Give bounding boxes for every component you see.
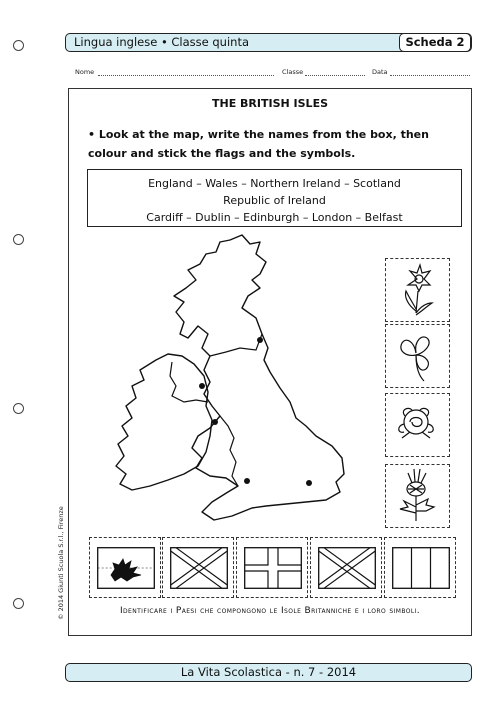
word-box-line: Cardiff – Dublin – Edinburgh – London – Belfast — [146, 211, 403, 224]
tricolour-flag-icon — [392, 547, 450, 589]
footer-banner: La Vita Scolastica - n. 7 - 2014 — [65, 663, 472, 682]
rose-icon — [386, 394, 448, 456]
saltire-flag-icon — [170, 547, 228, 589]
name-field[interactable] — [98, 75, 274, 76]
flag-cell[interactable] — [89, 537, 161, 598]
caption-text: Identificare i Paesi che compongono le Isole Britanniche e i loro simboli. — [119, 606, 421, 616]
copyright-notice: © 2014 Giunti Scuola S.r.l., Firenze — [57, 506, 65, 620]
symbol-cell[interactable] — [385, 464, 450, 528]
word-box-line: England – Wales – Northern Ireland – Scotland — [148, 177, 401, 190]
binder-hole — [13, 403, 24, 414]
worksheet-tag: Scheda 2 — [399, 33, 471, 52]
page-title: THE BRITISH ISLES — [211, 97, 328, 110]
binder-hole — [13, 598, 24, 609]
flag-cell[interactable] — [384, 537, 456, 598]
name-label: Nome — [75, 68, 95, 76]
city-dot-edinburgh — [257, 337, 263, 343]
word-box-line: Republic of Ireland — [223, 194, 326, 207]
date-field[interactable] — [390, 75, 470, 76]
scotland-border — [210, 334, 262, 356]
saltire-flag-icon — [318, 547, 376, 589]
city-dot-dublin — [212, 419, 218, 425]
symbol-cell[interactable] — [385, 324, 450, 388]
worksheet-header — [65, 33, 472, 52]
subject-label: Lingua inglese • Classe quinta — [74, 35, 250, 49]
flag-cell[interactable] — [310, 537, 382, 598]
city-dot-london — [306, 480, 312, 486]
wales-flag-icon — [97, 547, 155, 589]
city-dot-belfast — [199, 383, 205, 389]
city-dot-cardiff — [244, 478, 250, 484]
symbol-cell[interactable] — [385, 393, 450, 457]
instruction-text: • Look at the map, write the names from the box, then colour and stick the flags and the symbols. — [88, 128, 429, 160]
wales-border — [220, 416, 238, 486]
class-label: Classe — [282, 68, 304, 76]
northern-ireland-border — [170, 362, 208, 402]
great-britain-outline — [174, 235, 344, 520]
word-box — [87, 169, 462, 227]
binder-hole — [13, 234, 24, 245]
date-label: Data — [372, 68, 388, 76]
thistle-icon — [386, 465, 448, 527]
shamrock-icon — [386, 325, 448, 387]
symbol-cell[interactable] — [385, 258, 450, 322]
flag-cell[interactable] — [236, 537, 308, 598]
daffodil-icon — [386, 259, 448, 321]
class-field[interactable] — [305, 75, 365, 76]
flag-cell[interactable] — [162, 537, 234, 598]
binder-hole — [13, 40, 24, 51]
british-isles-map — [110, 230, 380, 530]
cross-flag-icon — [244, 547, 302, 589]
